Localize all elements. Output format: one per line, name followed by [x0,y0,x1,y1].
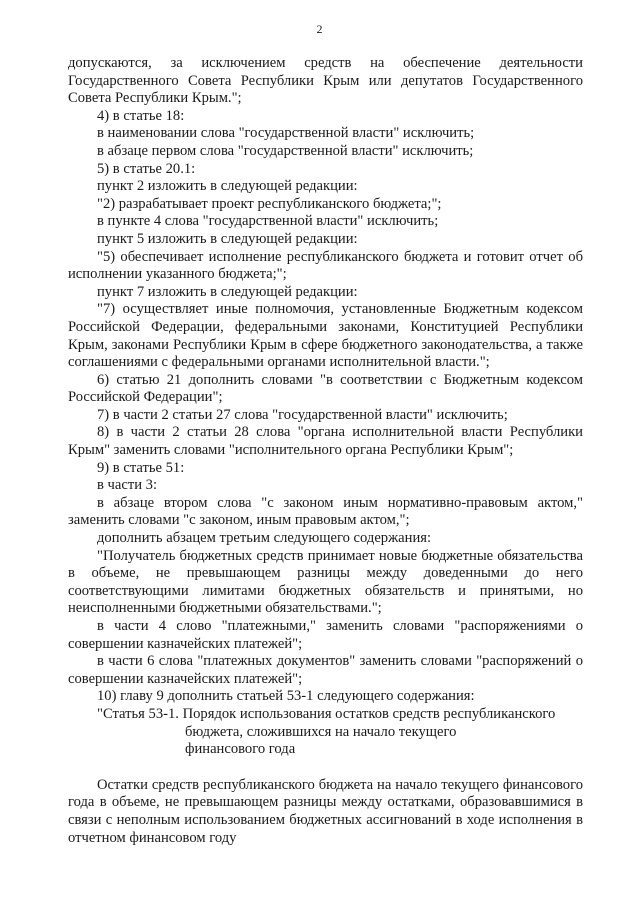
page-number: 2 [316,22,323,36]
article-title: "Статья 53-1. Порядок использования остатков средств республиканского [97,705,556,722]
paragraph: дополнить абзацем третьим следующего содержания: [97,530,432,547]
article-title-continuation: финансового года [185,741,296,758]
article-title-continuation: бюджета, сложившихся на начало текущего [185,723,457,740]
paragraph: пункт 5 изложить в следующей редакции: [97,230,358,247]
item-10: 10) главу 9 дополнить статьей 53-1 следующего содержания: [97,688,475,705]
paragraph: в наименовании слова "государственной власти" исключить; [97,125,475,142]
quoted-paragraph: "7) осуществляет иные полномочия, установленные Бюджетным кодексом Российской Федерации, федеральными законами, Конституцией Республики Крым, законами Республики Крым в сфере бюджетного законодательства, а также соглашениями с федеральными органами исполнительной власти."; [68,301,583,371]
document-body [68,55,583,847]
item-6: 6) статью 21 дополнить словами "в соответствии с Бюджетным кодексом Российской Федерации"; [68,371,583,406]
item-8: 8) в части 2 статьи 28 слова "органа исполнительной власти Республики Крым" заменить словами "исполнительного органа Республики Крым"; [68,424,583,459]
spacer [68,759,583,777]
closing-paragraph: Остатки средств республиканского бюджета на начало текущего финансового года в объеме, не превышающем разницы между остатками, образовавшимися в связи с неполным использованием бюджетных ассигнований в ходе исполнения в отчетном финансовом году [68,776,583,846]
paragraph: в части 6 слова "платежных документов" заменить словами "распоряжений о совершении казначейских платежей"; [68,653,583,687]
paragraph: пункт 7 изложить в следующей редакции: [97,283,358,300]
item-5: 5) в статье 20.1: [97,160,196,177]
item-9: 9) в статье 51: [97,459,185,476]
paragraph: в части 3: [97,477,158,494]
paragraph: в пункте 4 слова "государственной власти" исключить; [97,213,439,230]
paragraph-continuation: допускаются, за исключением средств на обеспечение деятельности Государственного Совета Республики Крым или депутатов Государственного Совета Республики Крым."; [68,55,583,107]
paragraph: в части 4 слово "платежными," заменить словами "распоряжениями о совершении казначейских платежей"; [68,618,583,652]
quoted-paragraph: "2) разрабатывает проект республиканского бюджета;"; [97,195,442,212]
paragraph: пункт 2 изложить в следующей редакции: [97,178,358,195]
paragraph: в абзаце первом слова "государственной власти" исключить; [97,142,474,159]
item-4: 4) в статье 18: [97,107,185,124]
quoted-paragraph: "Получатель бюджетных средств принимает новые бюджетные обязательства в объеме, не превышающем разницы между доведенными до него соответствующими лимитами бюджетных обязательств и принятыми, но неисполненными бюджетными обязательствами."; [68,547,583,617]
quoted-paragraph: "5) обеспечивает исполнение республиканского бюджета и готовит отчет об исполнении указанного бюджета;"; [68,248,583,283]
paragraph: в абзаце втором слова "с законом иным нормативно-правовым актом," заменить словами "с законом, иным правовым актом,"; [68,494,583,529]
item-7: 7) в части 2 статьи 27 слова "государственной власти" исключить; [97,406,508,423]
